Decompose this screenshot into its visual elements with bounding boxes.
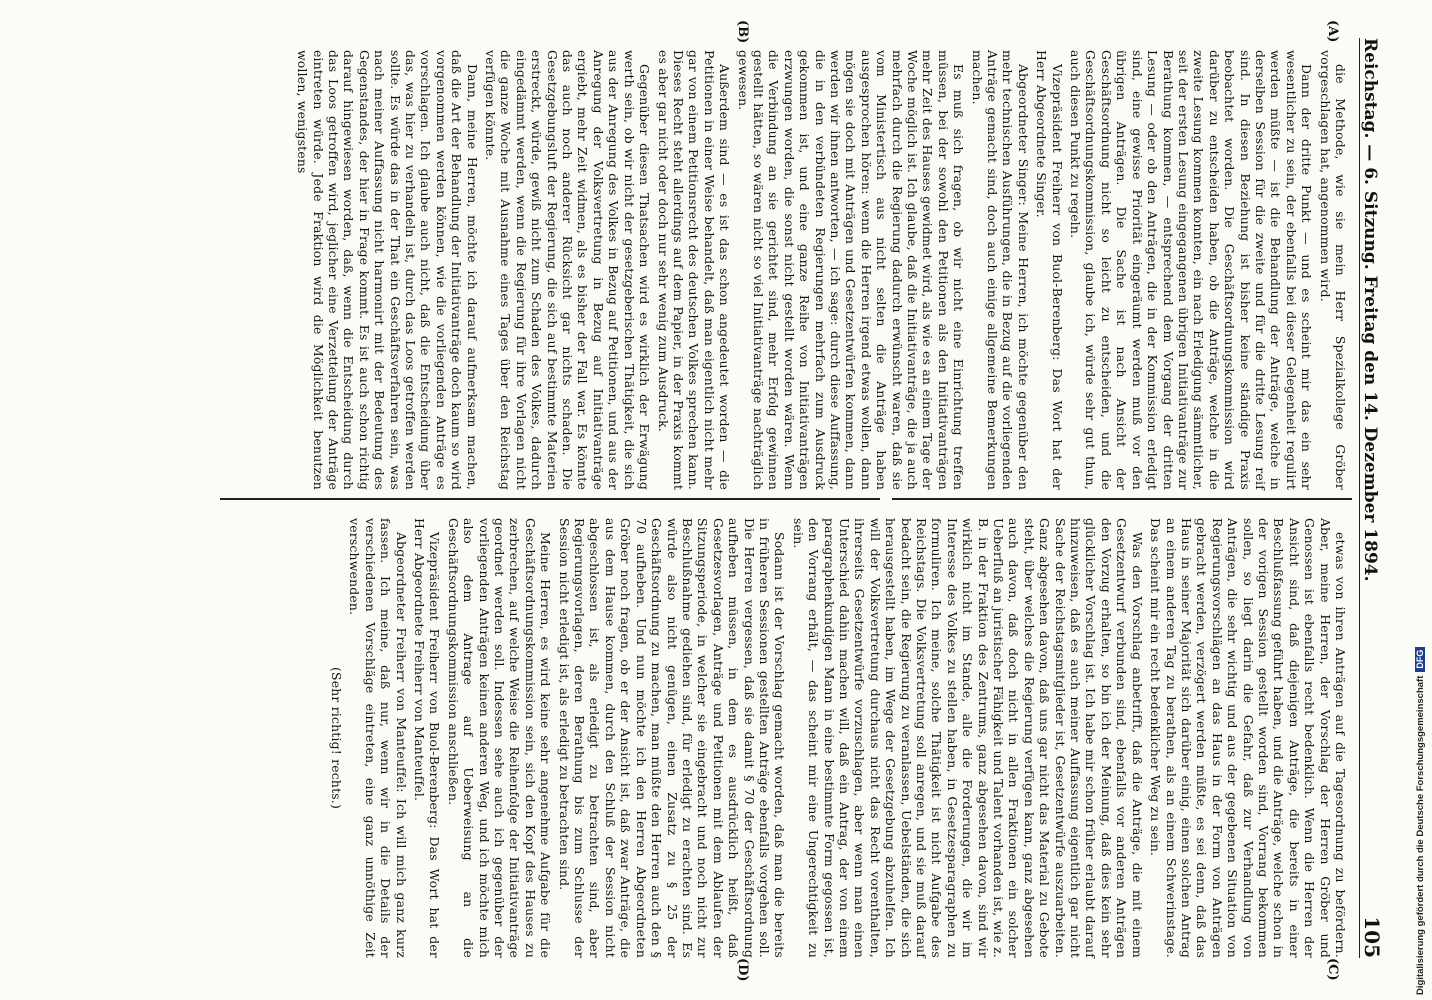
body-paragraph: Sodann ist der Vorschlag gemacht worden, daß man die bereits in früheren Sessionen gestellten Anträge ebenfalls vorgehen soll. Die Herren vergessen, daß sie damit § 70 der Geschäftsordnung aufheben müssen, in dem es ausdrücklich heißt, daß Gesetzesvorlagen, Anträge und Petitionen mit dem Ablaufen der Sitzungsperiode, in welcher sie eingebracht und noch nicht zur Beschlußnahme gediehen sind, für erledigt zu erachten sind. Es würde also nicht genügen, einen Zusatz zu § 25 der Geschäftsordnung zu machen, man müßte den Herren auch den § 70 aufheben. Und nun möchte ich den Herren Abgeordneten Gröber noch fragen, ob er der Ansicht ist, daß zwar Anträge, die aus dem Hause kommen, durch den Schluß der Session nicht abgeschlossen ist, als erledigt zu betrachten sind, aber Regierungsvorlagen, deren Berathung bis zum Schlusse der Session nicht erledigt ist, als erledigt zu betrachten sind. [556,518,788,958]
header-title: Reichstag. — 6. Sitzung. Freitag den 14. Dezember 1894. [1360,38,1380,582]
credit-text: Digitalisierung gefördert durch die Deutsche Forschungsgemeinschaft [1415,675,1426,995]
left-text-column [208,50,1348,490]
dfg-logo: DFG [1415,647,1425,672]
body-paragraph: Gegenüber diesen Thatsachen wird es wirklich der Erwägung werth sein, ob wir nicht der gesetzgeberischen Thätigkeit, die sich aus der Anregung des Volkes in Bezug auf Petitionen, und aus der Anregung der Volksvertretung in Bezug auf Initiativanträge ergiebt, mehr Zeit widmen, als es bisher der Fall war. Es könnte das auch noch anderer Rücksicht gar nichts schaden. Die Gesetzgebungsluft der Regierung, die sich auf bestimmte Materien erstreckt, würde, gewiß nicht zum Schaden des Volkes, dadurch eingedämmt werden, wenn die Regierung für ihre Vorlagen nicht die ganze Woche mit Ausnahme eines Tages über den Reichstag verfügen könnte. [483,50,653,490]
margin-letter-d: (D) [735,958,750,982]
right-text-column [208,518,1348,958]
body-paragraph: Dann, meine Herren, möchte ich darauf aufmerksam machen, daß die Art der Behandlung der Initiativanträge doch kaum so wird vorgenommen werden können, wie die vorliegenden Anträge es vorschlagen. Ich glaube auch nicht, daß die Entscheidung über das, was hier zu verhandeln ist, durch das Loos getroffen werden sollte. Es würde das in der That ein Geschäftsverfahren sein, was nach meiner Auffassung nicht harmonirt mit der Bedeutung des Gegenstandes, der hier in Frage kommt. Es ist auch schon richtig darauf hingewiesen worden, daß, wenn die Entscheidung durch das Loos getroffen wird, jeglicher eine Verzettelung der Anträge eintreten würde. Jede Fraktion wird die Möglichkeit benutzen wollen, wenigstens [295,50,480,490]
body-paragraph: Es muß sich fragen, ob wir nicht eine Einrichtung treffen müssen, bei der sowohl den Petitionen als den Initiativanträgen mehr Zeit des Hauses gewidmet wird, als wie es an einem Tage der Woche möglich ist. Ich glaube, daß die Initiativanträge, die ja auch mehrfach durch die Regierung dadurch erwünscht waren, daß sie vom Ministertisch aus nicht selten die Anträge haben ausgesprochen hören: wenn die Herren irgend etwas wollen, dann mögen sie doch mit Anträgen und Gesetzentwürfen kommen, dann werden wir ihnen antworten, — ich sage: durch diese Auffassung, die in den verbündeten Regierungen mehrfach zum Ausdruck gekommen ist, und eine ganze Reihe von Initiativanträgen erzwungen worden, die sonst nicht gestellt worden wären. Wenn die Verbindung an sie gerichtet sind, mehr Erfolg gewinnen gestellt hätten, so wären nicht so viel Initiativanträge nachträglich gewesen. [735,50,967,490]
page-header [1359,38,1400,958]
column-divider [220,498,880,500]
column-divider [892,498,1352,500]
margin-letter-c: (C) [1325,958,1340,981]
body-paragraph: Was den Vorschlag anbetrifft, daß die Anträge, die mit einem Gesetzentwurf verbunden sind, ebenfalls vor anderen Anträgen den Vorzug erhalten, so bin ich der Meinung, daß dies kein sehr glücklicher Vorschlag ist. Ich habe mir schon früher erlaubt darauf hinzuweisen, daß es auch meiner Auffassung eigentlich gar nicht Sache der Reichstagsmitglieder ist, Gesetzentwürfe auszuarbeiten. Ganz abgesehen davon, daß uns gar nicht das Material zu Gebote steht, über welches die Regierung verfügen kann, ganz abgesehen auch davon, daß doch nicht in allen Fraktionen ein solcher Ueberfluß an juristischer Fähigkeit und Talent vorhanden ist, wie z. B. in der Fraktion des Zentrums, ganz abgesehen davon, sind wir wirklich nicht im Stande, alle die Forderungen, die wir im Interesse des Volkes zu stellen haben, in Gesetzesparagraphen zu formuliren. Ich meine, solche Thätigkeit ist nicht Aufgabe des Reichstags. Die Volksvertretung soll anregen, und sie muß darauf bedacht sein, die Regierung zu veranlassen, Uebelständen, die sich herausgestellt haben, im Wege der Gesetzgebung abzuhelfen. Ich will der Volksvertretung durchaus nicht das Recht vorenthalten, ihrerseits Gesetzentwürfe vorzuschlagen, aber wenn man einen Unterschied dahin machen will, daß ein Antrag, der von einem paragraphenkundigen Mann in eine bestimmte Form gegossen ist, den Vorrang erhält, — das scheint mir eine Ungerechtigkeit zu sein. [790,518,1145,958]
speaker-intro-paragraph: Vizepräsident Freiherr von Buol-Berenberg: Das Wort hat der Herr Abgeordnete Singer. [1034,50,1065,490]
body-paragraph: etwas von ihren Anträgen auf die Tagesordnung zu befördern. Aber, meine Herren, der Vorschlag der Herren Gröber und Genossen ist ebenfalls recht bedenklich. Wenn die Herren der Ansicht sind, daß diejenigen Anträge, die bereits in einer Beschlußfassung geführt haben, und die Anträge, welche schon in der vorigen Session gestellt worden sind, Vorrang bekommen sollen, so liegt darin die Gefahr, daß zur Verhandlung von Anträgen, die sehr wichtig und aus der gegebenen Situation von Regierungsvorschlägen an das Haus in der Form von Anträgen gebracht werden, verzögert werden müßte, es sei denn, daß das Haus in seiner Majorität sich darüber einig, einen solchen Antrag an einem anderen Tag zu berathen, als an einem Schwerinstage. Das scheint mir ein recht bedenklicher Weg zu sein. [1148,518,1348,958]
body-paragraph: Abgeordneter Singer: Meine Herren, ich möchte gegenüber den mehr technischen Ausführungen, die in Bezug auf die vorliegenden Anträge gemacht sind, doch auch einige allgemeine Bemerkungen machen. [969,50,1031,490]
margin-letter-b: (B) [735,20,750,44]
page-number: 105 [1360,916,1384,958]
body-paragraph: die Methode, wie sie mein Herr Spezialkollege Gröber vorgeschlagen hat, angenommen wird. [1317,50,1348,490]
body-paragraph: Abgeordneter Freiherr von Manteuffel: Ich will mich ganz kurz fassen. Ich meine, daß nur, wenn wir in die Details der verschiedenen Vorschläge eintreten, eine ganz unnöthige Zeit verschwenden. [347,518,409,958]
margin-letter-a: (A) [1325,20,1340,43]
body-paragraph: Meine Herren, es wird keine sehr angenehme Aufgabe für die Geschäftsordnungskommission sein, sich den Kopf des Hauses zu zerbrechen, auf welche Weise die Reihenfolge der Initiativanträge geordnet werden soll. Indessen sehe auch ich gegenüber der vorliegenden Anträgen keinen anderen Weg, und ich möchte mich also dem Antrage auf Ueberweisung an die Geschäftsordnungskommission anschließen. [445,518,554,958]
speaker-intro-paragraph: Vizepräsident Freiherr von Buol-Berenberg: Das Wort hat der Herr Abgeordnete Freiherr von Manteuffel. [412,518,443,958]
rotated-document-page [40,18,1400,982]
digitization-credit [1415,647,1426,995]
interjection: (Sehr richtig! rechts.) [329,667,344,809]
body-paragraph: Dann der dritte Punkt — und es scheint mir das ein sehr wesentlicher zu sein, der ebenfalls bei dieser Gelegenheit regulirt werden müßte — ist die Behandlung der Anträge, welche in derselben Session für die zweite und für die dritte Lesung reif sind. In diesen Beziehung ist bisher keine ständige Praxis beobachtet worden. Die Geschäftsordnungskommission wird darüber zu entscheiden haben, ob die Anträge, welche in die zweite Lesung kommen konnten, ein nach Erledigung sämmtlicher, seit der ersten Lesung eingegangenen übrigen Initiativanträge zur Berathung kommen, — entsprechend dem Vorgang der dritten Lesung — oder ob den Anträgen, die in der Kommission erledigt sind, eine gewisse Priorität eingeräumt werden muß vor den übrigen Anträgen. Die Sache ist nach Ansicht der Geschäftsordnung nicht so leicht zu entscheiden, und die Geschäftsordnungskommission, glaube ich, würde sehr gut thun, auch diesen Punkt zu regeln. [1068,50,1315,490]
body-paragraph: Außerdem sind — es ist das schon angedeutet worden — die Petitionen in einer Weise behandelt, daß man eigentlich nicht mehr gar von einem Petitionsrecht des deutschen Volkes sprechen kann. Dieses Recht steht allerdings auf dem Papier, in der Praxis kommt es aber gar nicht oder doch nur sehr wenig zum Ausdruck. [655,50,733,490]
